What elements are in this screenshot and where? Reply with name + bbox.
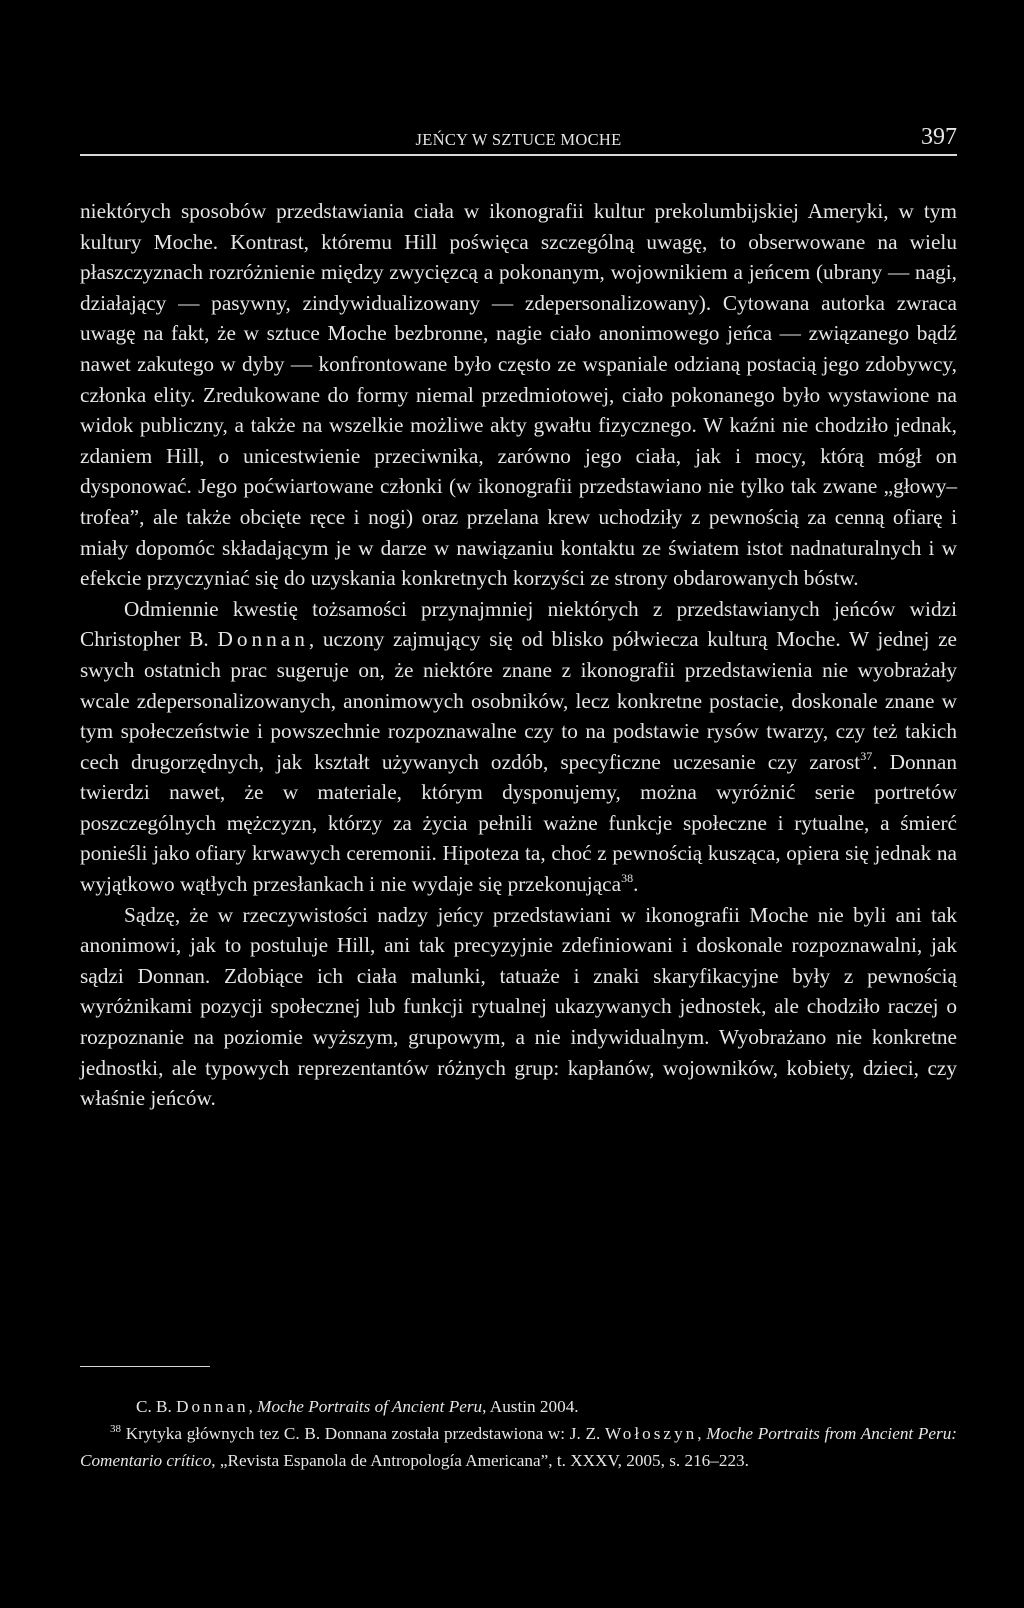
paragraph-2-part-b: , uczony zajmujący się od blisko półwiecza kulturą Moche. W jednej ze swych ostatnich prac sugeruje on, że niektóre znane z ikonografii przedstawienia nie wyobrażały wcale zdepersonalizowanych, anonimowych osobników, lecz konkretne postacie, doskonale znane w tym społeczeństwie i powszechnie rozpoznawalne czy to na podstawie rysów twarzy, czy też takich cech drugorzędnych, jak kształt używanych ozdób, specyficzne uczesanie czy zarost [80, 627, 957, 774]
paragraph-2 [80, 594, 957, 900]
footnote-37 [80, 1393, 957, 1420]
footnote-37-initials: C. B. [136, 1397, 177, 1416]
footnote-ref-37[interactable]: 37 [860, 748, 873, 763]
running-header [80, 124, 957, 156]
paragraph-1: niektórych sposobów przedstawiania ciała w ikonografii kultur prekolumbijskiej Ameryki, w tym kultury Moche. Kontrast, któremu Hill poświęca szczególną uwagę, to obserwowane na wielu płaszczyznach rozróżnienie między zwycięzcą a pokonanym, wojownikiem a jeńcem (ubrany — nagi, działający — pasywny, zindywidualizowany — zdepersonalizowany). Cytowana autorka zwraca uwagę na fakt, że w sztuce Moche bezbronne, nagie ciało anonimowego jeńca — związanego bądź nawet zakutego w dyby — konfrontowane było często ze wspaniale odzianą postacią jego zdobywcy, członka elity. Zredukowane do formy niemal przedmiotowej, ciało pokonanego było wystawione na widok publiczny, a także na wszelkie możliwe akty gwałtu fizycznego. W kaźni nie chodziło jednak, zdaniem Hill, o unicestwienie przeciwnika, zarówno jego ciała, jak i mocy, którą mógł on dysponować. Jego poćwiartowane członki (w ikonografii przedstawiano nie tylko tak zwane „głowy–trofea”, ale także obcięte ręce i nogi) oraz przelana krew uchodziły z pewnością za cenną ofiarę i miały dopomóc składającym je w darze w nawiązaniu kontaktu ze światem istot nadnaturalnych i w efekcie przyczyniać się do uzyskania konkretnych korzyści ze strony obdarowanych bóstw. [80, 199, 957, 591]
footnote-ref-38[interactable]: 38 [621, 871, 634, 886]
footnote-37-author: Donnan [176, 1397, 249, 1416]
footnote-separator [80, 1366, 210, 1367]
footnote-38-text: Krytyka głównych tez C. B. Donnana została przedstawiona w: J. Z. [125, 1424, 605, 1443]
footnote-38-mark: 38 [110, 1423, 121, 1435]
main-text [80, 196, 957, 1114]
author-name-donnan: Donnan [217, 627, 309, 652]
footnote-38-title: Moche Portraits from Ancient Peru: Comentario crítico [80, 1424, 958, 1470]
page-number: 397 [921, 124, 957, 150]
paragraph-3: Sądzę, że w rzeczywistości nadzy jeńcy przedstawiani w ikonografii Moche nie byli ani tak anonimowi, jak to postuluje Hill, ani tak precyzyjnie zdefiniowani i doskonale rozpoznawalni, jak sądzi Donnan. Zdobiące ich ciała malunki, tatuaże i znaki skaryfikacyjne były z pewnością wyróżnikami pozycji społecznej lub funkcji rytualnej ukazywanych jednostek, ale chodziło raczej o rozpoznanie na poziomie wyższym, grupowym, a nie indywidualnym. Wyobrażano nie konkretne jednostki, ale typowych reprezentantów różnych grup: kapłanów, wojowników, kobiety, dzieci, czy właśnie jeńców. [80, 902, 957, 1111]
footnote-37-title: Moche Portraits of Ancient Peru [257, 1397, 483, 1416]
paragraph-2-part-c: . Donnan twierdzi nawet, że w materiale, którym dysponujemy, można wyróżnić serie portretów poszczególnych mężczyzn, którzy za życia pełnili ważne funkcje społeczne i rytualne, a śmierć ponieśli jako ofiary krwawych ceremonii. Hipoteza ta, choć z pewnością kusząca, opiera się jednak na wyjątkowo wątłych przesłankach i nie wydaje się przekonująca [80, 749, 957, 897]
paragraph-2-part-a: Odmiennie kwestię tożsamości przynajmniej niektórych z przedstawianych jeńców widzi Christopher B. [80, 596, 957, 652]
footnote-37-separator: , [248, 1397, 258, 1416]
footnote-38 [80, 1420, 957, 1474]
footnotes [80, 1393, 957, 1474]
footnote-37-rest: , Austin 2004. [482, 1397, 579, 1416]
paragraph-2-part-d: . [633, 872, 639, 897]
footnote-38-rest: , „Revista Espanola de Antropología Americana”, t. XXXV, 2005, s. 216–223. [211, 1451, 749, 1470]
footnote-38-author: Wołoszyn [604, 1424, 698, 1443]
running-title: JEŃCY W SZTUCE MOCHE [415, 130, 622, 149]
footnote-38-separator: , [697, 1424, 707, 1443]
